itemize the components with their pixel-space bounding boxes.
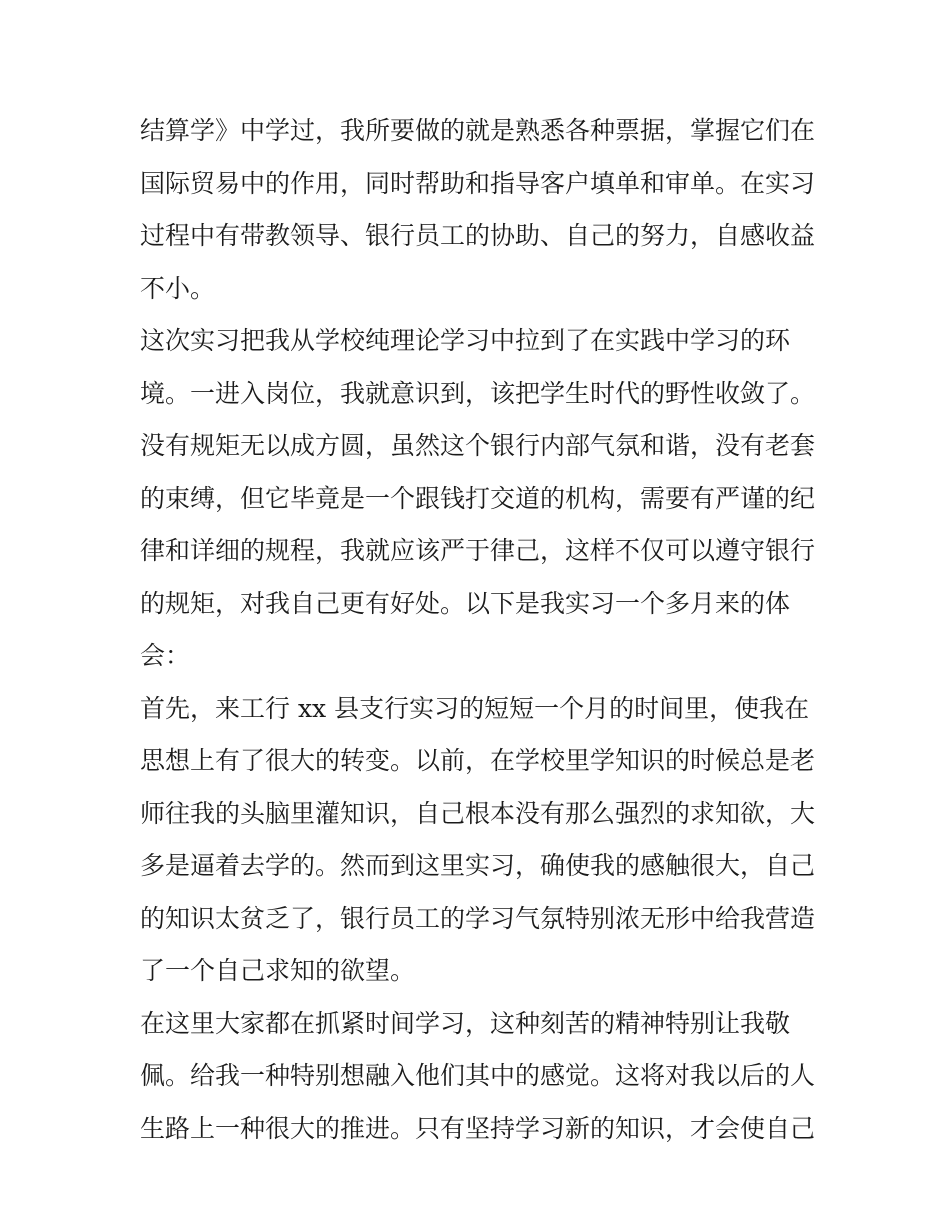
text-line: 过程中有带教领导、银行员工的协助、自己的努力，自感收益 — [140, 221, 816, 250]
text-line: 律和详细的规程，我就应该严于律己，这样不仅可以遵守银行 — [140, 536, 816, 565]
text-line: 师往我的头脑里灌知识，自己根本没有那么强烈的求知欲，大 — [140, 798, 816, 828]
text-line: 的束缚，但它毕竟是一个跟钱打交道的机构，需要有严谨的纪 — [140, 483, 816, 513]
text-line: 了一个自己求知的欲望。 — [140, 956, 416, 985]
text-line: 不小。 — [140, 273, 216, 303]
text-line: 结算学》中学过，我所要做的就是熟悉各种票据，掌握它们在 — [140, 116, 816, 145]
text-line: 国际贸易中的作用，同时帮助和指导客户填单和审单。在实习 — [140, 168, 816, 198]
text-line: 首先，来工行 xx 县支行实习的短短一个月的时间里，使我在 — [140, 693, 810, 723]
text-line: 的知识太贫乏了，银行员工的学习气氛特别浓无形中给我营造 — [140, 903, 816, 933]
text-line: 的规矩，对我自己更有好处。以下是我实习一个多月来的体 — [140, 588, 791, 618]
text-line: 思想上有了很大的转变。以前，在学校里学知识的时候总是老 — [140, 746, 816, 775]
body-text — [140, 105, 820, 1155]
text-line: 生路上一种很大的推进。只有坚持学习新的知识，才会使自己 — [140, 1113, 816, 1143]
text-line: 没有规矩无以成方圆，虽然这个银行内部气氛和谐，没有老套 — [140, 431, 816, 460]
text-line: 会： — [140, 641, 191, 670]
text-line: 境。一进入岗位，我就意识到，该把学生时代的野性收敛了。 — [140, 378, 816, 408]
text-line: 佩。给我一种特别想融入他们其中的感觉。这将对我以后的人 — [140, 1061, 816, 1090]
text-line: 这次实习把我从学校纯理论学习中拉到了在实践中学习的环 — [140, 326, 791, 355]
text-line: 多是逼着去学的。然而到这里实习，确使我的感触很大，自己 — [140, 851, 816, 880]
text-line: 在这里大家都在抓紧时间学习，这种刻苦的精神特别让我敬 — [140, 1008, 791, 1038]
